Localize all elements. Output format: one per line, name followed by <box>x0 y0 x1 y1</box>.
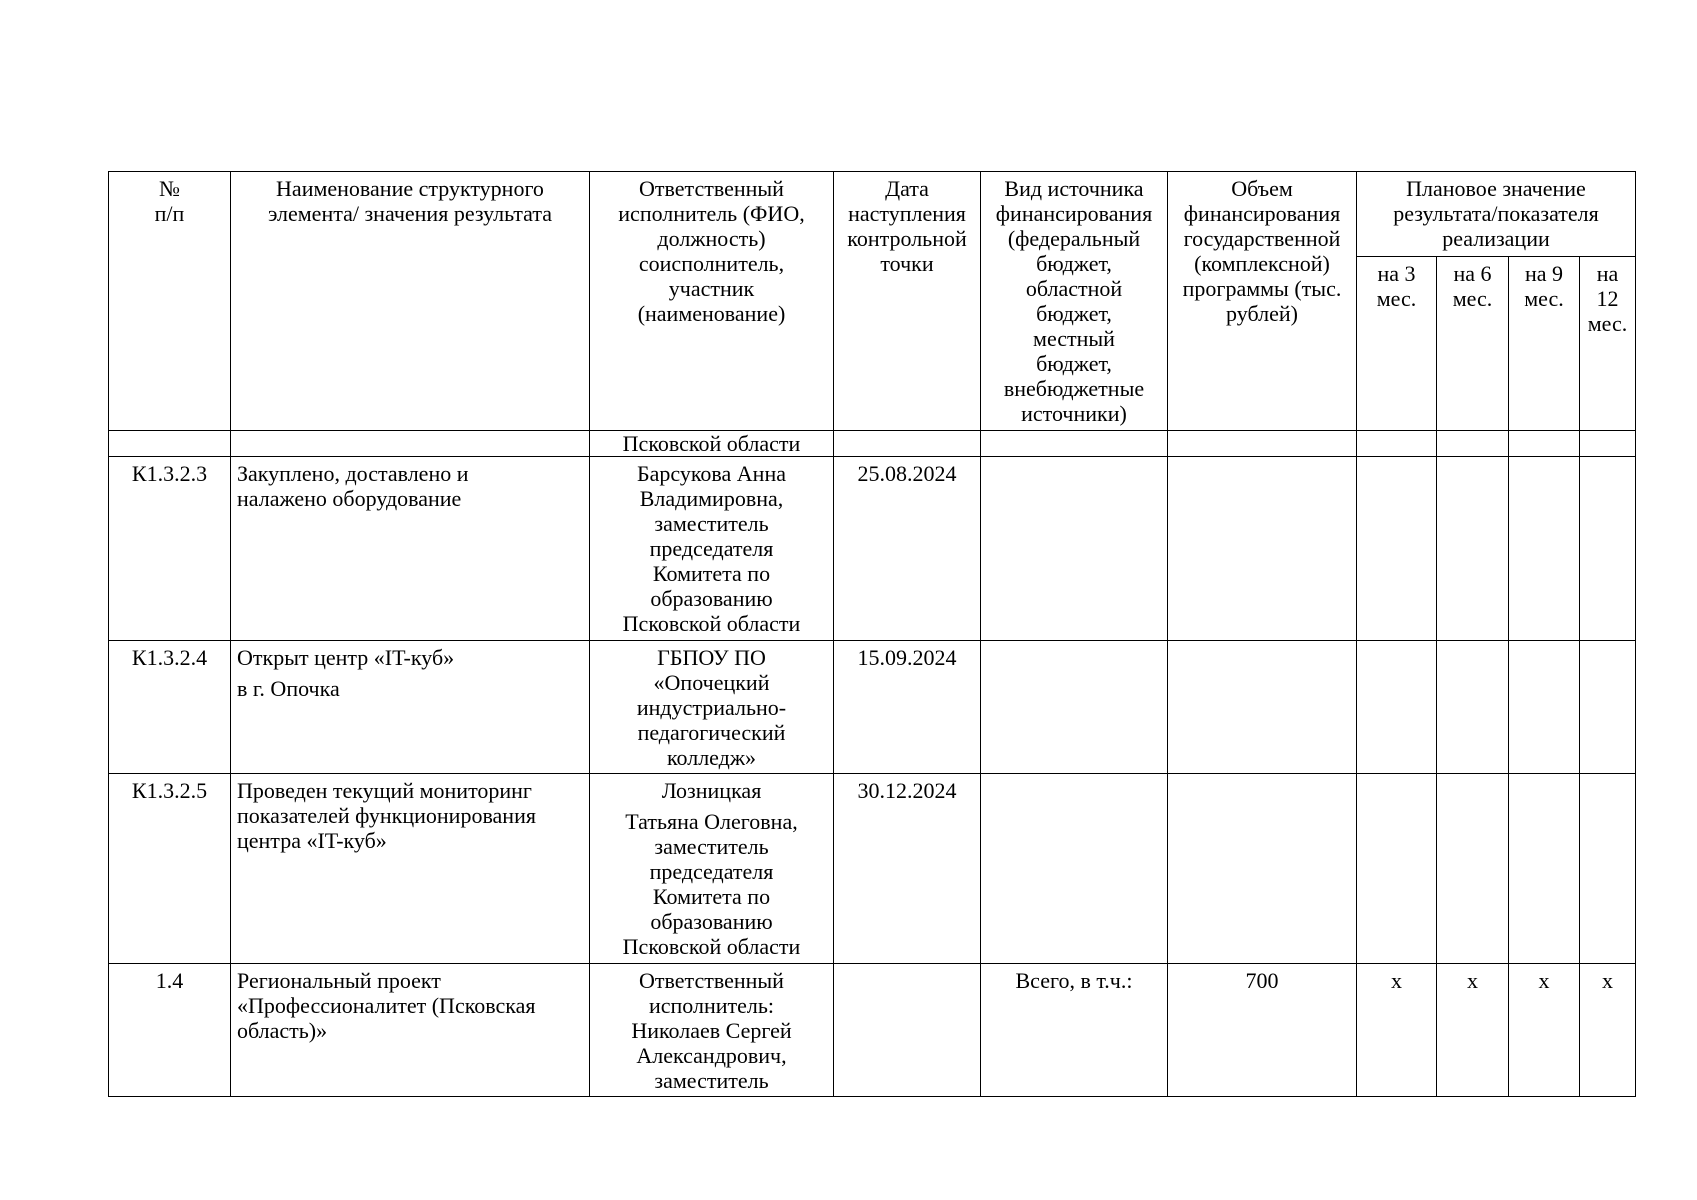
header-m3: на 3 мес. <box>1357 257 1437 431</box>
header-plan: Плановое значение результата/показателя реализации <box>1357 172 1636 257</box>
table-row <box>109 964 1636 1097</box>
cell-m3 <box>1357 641 1437 774</box>
cell-date: 30.12.2024 <box>834 774 981 964</box>
cell-num: К1.3.2.3 <box>109 457 231 641</box>
cell-m9 <box>1509 641 1580 774</box>
cell-m12 <box>1580 431 1636 457</box>
cell-name: Закуплено, доставлено и налажено оборудование <box>231 457 590 641</box>
cell-executor: Ответственный исполнитель: Николаев Сергей Александрович, заместитель <box>590 964 834 1097</box>
cell-source <box>981 431 1168 457</box>
cell-m9 <box>1509 431 1580 457</box>
cell-date: 15.09.2024 <box>834 641 981 774</box>
cell-name: Проведен текущий мониторинг показателей функционирования центра «IT-куб» <box>231 774 590 964</box>
table-row <box>109 431 1636 457</box>
cell-date <box>834 431 981 457</box>
header-name: Наименование структурного элемента/ значения результата <box>231 172 590 431</box>
cell-volume: 700 <box>1168 964 1357 1097</box>
cell-name: Открыт центр «IT-куб» в г. Опочка <box>231 641 590 774</box>
cell-m6: х <box>1437 964 1509 1097</box>
cell-m3 <box>1357 457 1437 641</box>
header-date: Дата наступления контрольной точки <box>834 172 981 431</box>
table-row <box>109 641 1636 774</box>
cell-m12: х <box>1580 964 1636 1097</box>
header-m12: на 12 мес. <box>1580 257 1636 431</box>
cell-m12 <box>1580 641 1636 774</box>
cell-name: Региональный проект «Профессионалитет (Псковская область)» <box>231 964 590 1097</box>
cell-m6 <box>1437 431 1509 457</box>
cell-m12 <box>1580 774 1636 964</box>
header-m6: на 6 мес. <box>1437 257 1509 431</box>
cell-m9 <box>1509 774 1580 964</box>
cell-num: К1.3.2.4 <box>109 641 231 774</box>
cell-num <box>109 431 231 457</box>
table-row <box>109 457 1636 641</box>
cell-num: 1.4 <box>109 964 231 1097</box>
plan-table <box>108 171 1636 1097</box>
table-row <box>109 774 1636 964</box>
cell-source <box>981 774 1168 964</box>
cell-m3 <box>1357 431 1437 457</box>
cell-m6 <box>1437 641 1509 774</box>
header-row <box>109 172 1636 257</box>
cell-source: Всего, в т.ч.: <box>981 964 1168 1097</box>
cell-m3: х <box>1357 964 1437 1097</box>
header-num: № п/п <box>109 172 231 431</box>
header-m9: на 9 мес. <box>1509 257 1580 431</box>
cell-executor: Лозницкая Татьяна Олеговна, заместитель председателя Комитета по образованию Псковской области <box>590 774 834 964</box>
cell-m9 <box>1509 457 1580 641</box>
cell-volume <box>1168 431 1357 457</box>
cell-volume <box>1168 774 1357 964</box>
header-volume: Объем финансирования государственной (комплексной) программы (тыс. рублей) <box>1168 172 1357 431</box>
header-source: Вид источника финансирования (федеральный бюджет, областной бюджет, местный бюджет, внебюджетные источники) <box>981 172 1168 431</box>
header-executor: Ответственный исполнитель (ФИО, должность) соисполнитель, участник (наименование) <box>590 172 834 431</box>
cell-m9: х <box>1509 964 1580 1097</box>
cell-num: К1.3.2.5 <box>109 774 231 964</box>
cell-executor: Барсукова Анна Владимировна, заместитель председателя Комитета по образованию Псковской области <box>590 457 834 641</box>
cell-executor: ГБПОУ ПО «Опочецкий индустриально- педагогический колледж» <box>590 641 834 774</box>
cell-date <box>834 964 981 1097</box>
cell-name <box>231 431 590 457</box>
cell-m6 <box>1437 457 1509 641</box>
cell-volume <box>1168 457 1357 641</box>
cell-source <box>981 641 1168 774</box>
cell-m3 <box>1357 774 1437 964</box>
cell-source <box>981 457 1168 641</box>
cell-date: 25.08.2024 <box>834 457 981 641</box>
cell-executor: Псковской области <box>590 431 834 457</box>
cell-m12 <box>1580 457 1636 641</box>
cell-volume <box>1168 641 1357 774</box>
cell-m6 <box>1437 774 1509 964</box>
